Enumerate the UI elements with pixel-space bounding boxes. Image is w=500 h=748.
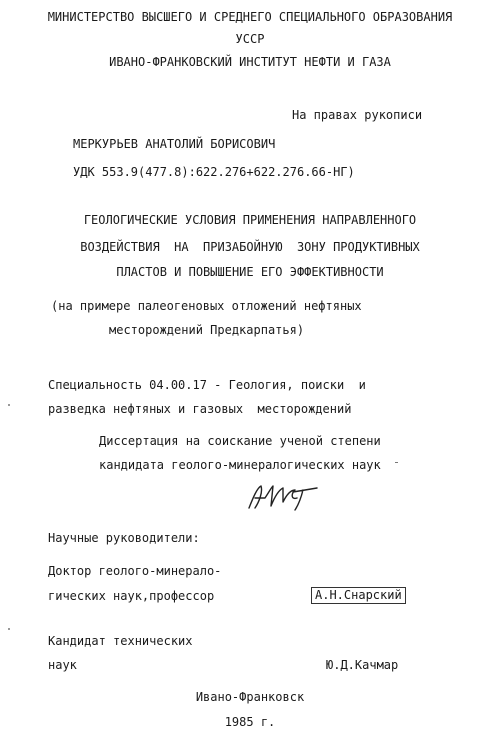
subtitle-line-1: (на примере палеогеновых отложений нефтяных [51, 299, 362, 313]
signature-icon [243, 480, 323, 514]
specialty-line-2: разведка нефтяных и газовых месторождений [48, 402, 352, 416]
scan-speck [8, 404, 10, 406]
dissertation-line-1: Диссертация на соискание ученой степени [99, 434, 381, 448]
supervisor-2-title-line-1: Кандидат технических [48, 634, 193, 648]
supervisor-2-title-line-2: наук [48, 658, 77, 672]
author-name: МЕРКУРЬЕВ АНАТОЛИЙ БОРИСОВИЧ [73, 137, 276, 151]
ink-mark [395, 462, 398, 463]
dissertation-line-2: кандидата геолого-минералогических наук [99, 458, 381, 472]
title-line-1: ГЕОЛОГИЧЕСКИЕ УСЛОВИЯ ПРИМЕНЕНИЯ НАПРАВЛЕННОГО [83, 213, 417, 227]
supervisors-heading: Научные руководители: [48, 531, 200, 545]
city: Ивано-Франковск [195, 690, 305, 704]
title-line-2: ВОЗДЕЙСТВИЯ НА ПРИЗАБОЙНУЮ ЗОНУ ПРОДУКТИВНЫХ [80, 240, 420, 254]
institute-line: ИВАНО-ФРАНКОВСКИЙ ИНСТИТУТ НЕФТИ И ГАЗА [109, 55, 391, 69]
supervisor-1-title-line-1: Доктор геолого-минерало- [48, 564, 222, 578]
supervisor-1-title-line-2: гических наук,профессор [48, 589, 215, 603]
udc-code: УДК 553.9(477.8):622.276+622.276.66-НГ) [73, 165, 355, 179]
country-line: УССР [235, 32, 265, 46]
rights-note: На правах рукописи [292, 108, 423, 122]
year: 1985 г. [224, 715, 276, 729]
title-line-3: ПЛАСТОВ И ПОВЫШЕНИЕ ЕГО ЭФФЕКТИВНОСТИ [116, 265, 384, 279]
subtitle-line-2: месторождений Предкарпатья) [109, 323, 305, 337]
scan-speck [8, 628, 10, 630]
specialty-line-1: Специальность 04.00.17 - Геология, поиски и [48, 378, 366, 392]
supervisor-2-name: Ю.Д.Качмар [326, 658, 399, 672]
supervisor-1-name-stamp: А.Н.Снарский [311, 587, 406, 604]
ministry-line: МИНИСТЕРСТВО ВЫСШЕГО И СРЕДНЕГО СПЕЦИАЛЬНОГО ОБРАЗОВАНИЯ [47, 10, 453, 24]
